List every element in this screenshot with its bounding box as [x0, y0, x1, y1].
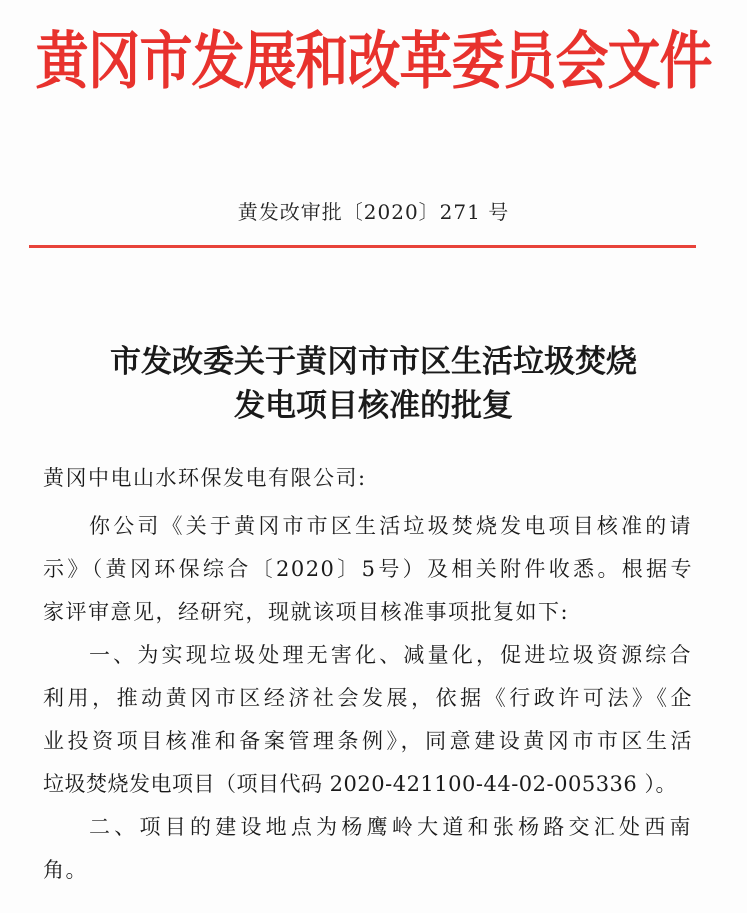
recipient-line: 黄冈中电山水环保发电有限公司: [43, 466, 367, 490]
body-line-9: 角。 [43, 858, 88, 882]
red-divider-line [29, 245, 696, 248]
body-line-5: 利用，推动黄冈市区经济社会发展，依据《行政许可法》《企 [43, 686, 693, 710]
document-title-line-2: 发电项目核准的批复 [234, 388, 513, 424]
body-line-7: 垃圾焚烧发电项目（项目代码 2020-421100-44-02-005336 ）。 [43, 772, 677, 796]
body-line-2: 示》（黄冈环保综合〔2020〕5号）及相关附件收悉。根据专 [43, 557, 693, 581]
body-line-6: 业投资项目核准和备案管理条例》，同意建设黄冈市市区生活 [43, 729, 693, 753]
document-number: 黄发改审批〔2020〕271 号 [237, 200, 510, 224]
body-line-1: 你公司《关于黄冈市市区生活垃圾焚烧发电项目核准的请 [89, 514, 692, 538]
document-masthead: 黄冈市发展和改革委员会文件 [35, 24, 712, 98]
body-line-8: 二、项目的建设地点为杨鹰岭大道和张杨路交汇处西南 [89, 815, 692, 839]
body-line-3: 家评审意见，经研究，现就该项目核准事项批复如下: [43, 600, 570, 624]
document-title-line-1: 市发改委关于黄冈市市区生活垃圾焚烧 [110, 344, 637, 380]
body-line-4: 一、为实现垃圾处理无害化、减量化，促进垃圾资源综合 [89, 643, 692, 667]
